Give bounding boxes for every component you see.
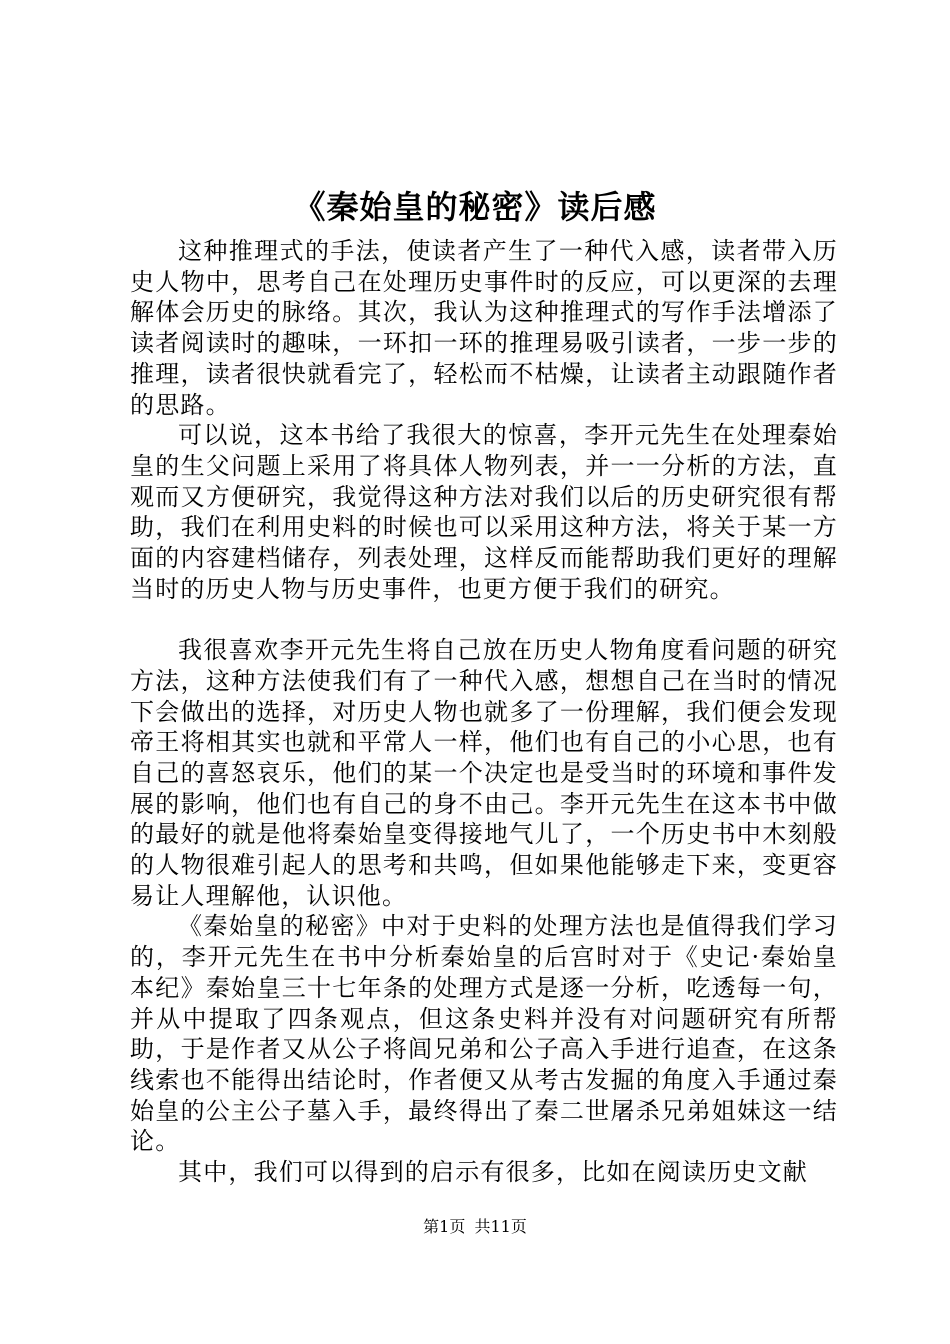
document-body [130,236,838,1188]
document-title: 《秦始皇的秘密》读后感 [293,188,657,226]
page-total: 共11页 [474,1217,527,1236]
paragraph-2: 可以说，这本书给了我很大的惊喜，李开元先生在处理秦始皇的生父问题上采用了将具体人物列表，并一一分析的方法，直观而又方便研究，我觉得这种方法对我们以后的历史研究很有帮助，我们在利用史料的时候也可以采用这种方法，将关于某一方面的内容建档储存，列表处理，这样反而能帮助我们更好的理解当时的历史人物与历史事件，也更方便于我们的研究。 [130,421,838,603]
page-number: 第1页 [423,1217,466,1236]
paragraph-spacer [130,604,838,635]
paragraph-5: 其中，我们可以得到的启示有很多，比如在阅读历史文献 [178,1158,808,1187]
paragraph-1: 这种推理式的手法，使读者产生了一种代入感，读者带入历史人物中，思考自己在处理历史事件时的反应，可以更深的去理解体会历史的脉络。其次，我认为这种推理式的写作手法增添了读者阅读时的趣味，一环扣一环的推理易吸引读者，一步一步的推理，读者很快就看完了，轻松而不枯燥，让读者主动跟随作者的思路。 [130,237,838,419]
paragraph-3: 我很喜欢李开元先生将自己放在历史人物角度看问题的研究方法，这种方法使我们有了一种代入感，想想自己在当时的情况下会做出的选择，对历史人物也就多了一份理解，我们便会发现帝王将相其实也就和平常人一样，他们也有自己的小心思，也有自己的喜怒哀乐，他们的某一个决定也是受当时的环境和事件发展的影响，他们也有自己的身不由己。李开元先生在这本书中做的最好的就是他将秦始皇变得接地气儿了，一个历史书中木刻般的人物很难引起人的思考和共鸣，但如果他能够走下来，变更容易让人理解他，认识他。 [130,636,838,910]
paragraph-4: 《秦始皇的秘密》中对于史料的处理方法也是值得我们学习的，李开元先生在书中分析秦始皇的后宫时对于《史记·秦始皇本纪》秦始皇三十七年条的处理方式是逐一分析，吃透每一句，并从中提取了四条观点，但这条史料并没有对问题研究有所帮助，于是作者又从公子将闾兄弟和公子高入手进行追查，在这条线索也不能得出结论时，作者便又从考古发掘的角度入手通过秦始皇的公主公子墓入手，最终得出了秦二世屠杀兄弟姐妹这一结论。 [130,912,838,1156]
page-footer [0,1216,950,1238]
